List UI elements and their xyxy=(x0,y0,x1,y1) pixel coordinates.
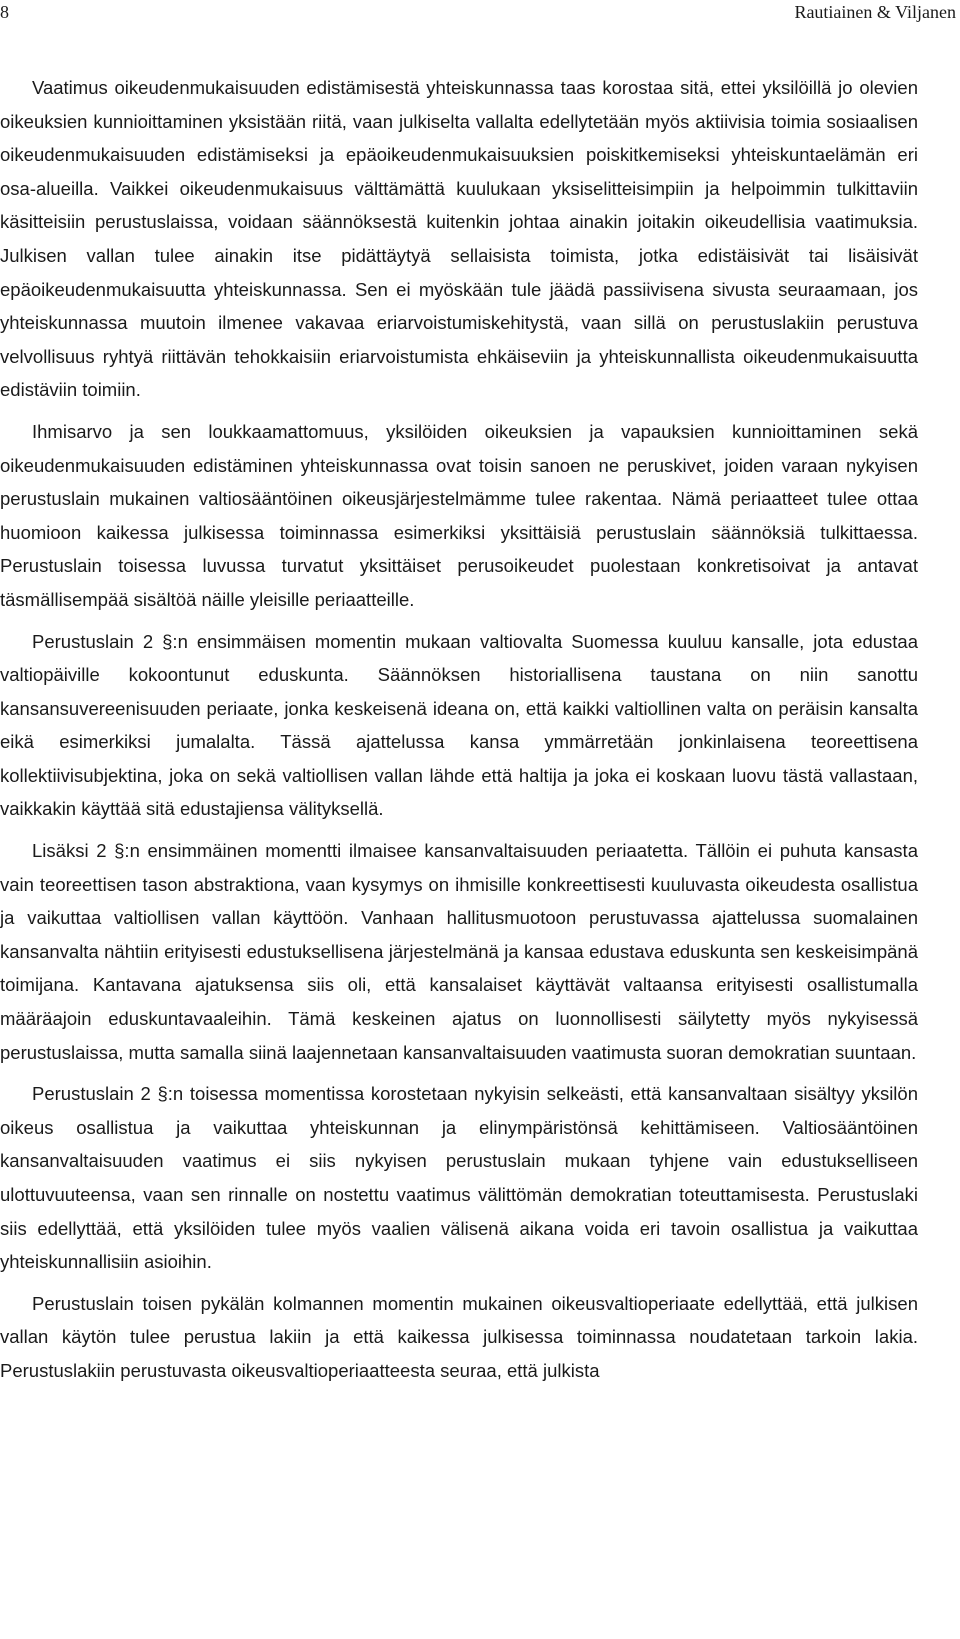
paragraph-6: Perustuslain toisen pykälän kolmannen momentin mukainen oikeusvaltioperiaate edellyttää, että julkisen vallan käytön tulee perustua lakiin ja että kaikessa julkisessa toiminnassa noudatetaan tarkoin lakia. Perustuslakiin perustuvasta oikeusvaltioperiaatteesta seuraa, että julkista xyxy=(0,1292,918,1381)
paragraph-3: Perustuslain 2 §:n ensimmäisen momentin mukaan valtiovalta Suomessa kuuluu kansalle, jota edustaa valtiopäiville kokoontunut eduskunta. Säännöksen historiallisena taustana on niin sanottu kansansuvereenisuuden periaate, jonka keskeisenä ideana on, että kaikki valtiollinen valta on peräisin kansalta eikä esimerkiksi jumalalta. Tässä ajattelussa kansa ymmärretään jonkinlaisena teoreettisena kollektiivisubjektina, joka on sekä valtiollisen vallan lähde että haltija ja joka ei koskaan luovu tästä vallastaan, vaikkakin käyttää sitä edustajiensa välityksellä. xyxy=(0,630,918,820)
running-header: Rautiainen & Viljanen xyxy=(794,2,956,22)
body-text xyxy=(0,71,918,1388)
page-number: 8 xyxy=(0,2,9,22)
paragraph-5: Perustuslain 2 §:n toisessa momentissa korostetaan nykyisin selkeästi, että kansanvaltaan sisältyy yksilön oikeus osallistua ja vaikuttaa yhteiskunnan ja elinympäristönsä kehittämiseen. Valtiosääntöinen kansanvaltaisuuden vaatimus ei siis nykyisen perustuslain mukaan tyhjene vain edustukselliseen ulottuvuuteensa, vaan sen rinnalle on nostettu vaatimus välittömän demokratian toteuttamisesta. Perustuslaki siis edellyttää, että yksilöiden tulee myös vaalien välisenä aikana voida eri tavoin osallistua ja vaikuttaa yhteiskunnallisiin asioihin. xyxy=(0,1083,918,1273)
paragraph-2: Ihmisarvo ja sen loukkaamattomuus, yksilöiden oikeuksien ja vapauksien kunnioittaminen sekä oikeudenmukaisuuden edistäminen yhteiskunnassa ovat toisin sanoen ne peruskivet, joiden varaan nykyisen perustuslain mukainen valtiosääntöinen oikeusjärjestelmämme tulee rakentaa. Nämä periaatteet tulee ottaa huomioon kaikessa julkisessa toiminnassa esimerkiksi yksittäisiä perustuslain säännöksiä tulkittaessa. Perustuslain toisessa luvussa turvatut yksittäiset perusoikeudet puolestaan konkretisoivat ja antavat täsmällisempää sisältöä näille yleisille periaatteille. xyxy=(0,420,918,610)
paragraph-4: Lisäksi 2 §:n ensimmäinen momentti ilmaisee kansanvaltaisuuden periaatetta. Tällöin ei puhuta kansasta vain teoreettisen tason abstraktiona, vaan kysymys on ihmisille konkreettisesti kuuluvasta oikeudesta osallistua ja vaikuttaa valtiollisen vallan käyttöön. Vanhaan hallitusmuotoon perustuvassa ajattelussa suomalainen kansanvalta nähtiin erityisesti edustuksellisena järjestelmänä ja kansaa edustava eduskunta sen keskeisimpänä toimijana. Kantavana ajatuksensa siis oli, että kansalaiset käyttävät valtaansa erityisesti osallistumalla määräajoin eduskuntavaaleihin. Tämä keskeinen ajatus on luonnollisesti säilytetty myös nykyisessä perustuslaissa, mutta samalla siinä laajennetaan kansanvaltaisuuden vaatimusta suoran demokratian suuntaan. xyxy=(0,840,918,1063)
paragraph-1: Vaatimus oikeudenmukaisuuden edistämisestä yhteiskunnassa taas korostaa sitä, ettei yksilöillä jo olevien oikeuksien kunnioittaminen yksistään riitä, vaan julkiselta vallalta edellytetään myös aktiivisia toimia sosiaalisen oikeudenmukaisuuden edistämiseksi ja epäoikeudenmukaisuuksien poiskitkemiseksi yhteiskuntaelämän eri osa-alueilla. Vaikkei oikeudenmukaisuus välttämättä kuulukaan yksiselitteisimpiin ja helpoimmin tulkittaviin käsitteisiin perustuslaissa, voidaan säännöksestä kuitenkin johtaa ainakin joitakin oikeudellisia vaatimuksia. Julkisen vallan tulee ainakin itse pidättäytyä sellaisista toimista, jotka edistäisivät tai lisäisivät epäoikeudenmukaisuutta yhteiskunnassa. Sen ei myöskään tule jäädä passiivisena sivusta seuraamaan, jos yhteiskunnassa muutoin ilmenee vakavaa eriarvoistumiskehitystä, vaan sillä on perustuslakiin perustuva velvollisuus ryhtyä riittävän tehokkaisiin eriarvoistumista ehkäiseviin ja yhteiskunnallista oikeudenmukaisuutta edistäviin toimiin. xyxy=(0,77,918,401)
